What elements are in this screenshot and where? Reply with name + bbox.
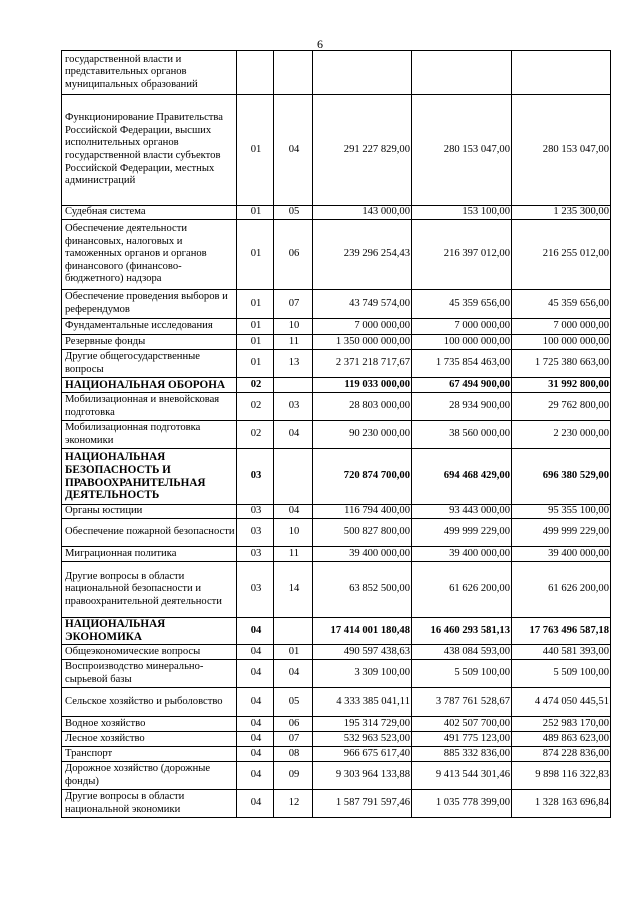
row-amount-year2: 93 443 000,00	[412, 505, 512, 519]
table-row	[62, 790, 611, 818]
row-amount-year3: 499 999 229,00	[512, 519, 611, 547]
row-amount-year2: 280 153 047,00	[412, 95, 512, 206]
row-name: Судебная система	[62, 206, 237, 220]
row-amount-year3: 45 359 656,00	[512, 290, 611, 319]
row-amount-year3: 9 898 116 322,83	[512, 762, 611, 790]
table-row	[62, 762, 611, 790]
row-name: Органы юстиции	[62, 505, 237, 519]
row-amount-year2	[412, 51, 512, 95]
table-row	[62, 220, 611, 290]
row-section-code: 03	[237, 519, 274, 547]
row-subsection-code: 04	[274, 660, 313, 688]
row-amount-year1	[313, 51, 412, 95]
row-name: Фундаментальные исследования	[62, 319, 237, 335]
table-row	[62, 660, 611, 688]
row-section-code: 04	[237, 688, 274, 717]
row-amount-year2: 28 934 900,00	[412, 393, 512, 421]
row-amount-year1: 4 333 385 041,11	[313, 688, 412, 717]
row-amount-year1: 3 309 100,00	[313, 660, 412, 688]
row-amount-year2: 38 560 000,00	[412, 421, 512, 449]
row-amount-year3: 252 983 170,00	[512, 717, 611, 732]
row-name: Другие вопросы в области национальной экономики	[62, 790, 237, 818]
row-subsection-code	[274, 51, 313, 95]
table-row	[62, 747, 611, 762]
row-amount-year2: 100 000 000,00	[412, 335, 512, 350]
table-row	[62, 421, 611, 449]
row-amount-year3: 489 863 623,00	[512, 732, 611, 747]
table-row	[62, 645, 611, 660]
table-row	[62, 688, 611, 717]
row-amount-year1: 490 597 438,63	[313, 645, 412, 660]
row-amount-year3: 1 725 380 663,00	[512, 350, 611, 378]
row-section-code: 01	[237, 290, 274, 319]
section-total-row	[62, 449, 611, 505]
row-section-code: 01	[237, 350, 274, 378]
row-subsection-code: 08	[274, 747, 313, 762]
row-subsection-code: 10	[274, 319, 313, 335]
row-amount-year3: 39 400 000,00	[512, 547, 611, 562]
row-name: Лесное хозяйство	[62, 732, 237, 747]
row-section-code: 01	[237, 335, 274, 350]
row-amount-year1: 43 749 574,00	[313, 290, 412, 319]
row-section-code: 04	[237, 732, 274, 747]
row-amount-year1: 116 794 400,00	[313, 505, 412, 519]
row-amount-year1: 1 350 000 000,00	[313, 335, 412, 350]
row-amount-year2: 216 397 012,00	[412, 220, 512, 290]
table-row	[62, 206, 611, 220]
row-subsection-code: 09	[274, 762, 313, 790]
budget-table	[61, 50, 611, 818]
row-amount-year1: 7 000 000,00	[313, 319, 412, 335]
row-amount-year1: 28 803 000,00	[313, 393, 412, 421]
row-amount-year3: 29 762 800,00	[512, 393, 611, 421]
row-subsection-code: 14	[274, 562, 313, 618]
row-amount-year3: 5 509 100,00	[512, 660, 611, 688]
row-amount-year3: 2 230 000,00	[512, 421, 611, 449]
row-name: Сельское хозяйство и рыболовство	[62, 688, 237, 717]
row-section-code: 04	[237, 762, 274, 790]
row-amount-year3: 100 000 000,00	[512, 335, 611, 350]
row-subsection-code: 10	[274, 519, 313, 547]
row-amount-year3: 1 235 300,00	[512, 206, 611, 220]
row-subsection-code	[274, 618, 313, 645]
row-amount-year2: 153 100,00	[412, 206, 512, 220]
row-section-code	[237, 51, 274, 95]
row-subsection-code: 04	[274, 421, 313, 449]
row-amount-year2: 1 735 854 463,00	[412, 350, 512, 378]
row-subsection-code	[274, 449, 313, 505]
row-name: Дорожное хозяйство (дорожные фонды)	[62, 762, 237, 790]
row-subsection-code: 01	[274, 645, 313, 660]
row-subsection-code: 07	[274, 732, 313, 747]
row-amount-year1: 39 400 000,00	[313, 547, 412, 562]
row-section-code: 02	[237, 378, 274, 393]
row-name: Обеспечение пожарной безопасности	[62, 519, 237, 547]
row-amount-year2: 694 468 429,00	[412, 449, 512, 505]
row-subsection-code: 11	[274, 547, 313, 562]
row-amount-year2: 16 460 293 581,13	[412, 618, 512, 645]
row-section-code: 03	[237, 562, 274, 618]
table-row	[62, 95, 611, 206]
row-name: НАЦИОНАЛЬНАЯ БЕЗОПАСНОСТЬ И ПРАВООХРАНИТЕЛЬНАЯ ДЕЯТЕЛЬНОСТЬ	[62, 449, 237, 505]
row-amount-year3: 874 228 836,00	[512, 747, 611, 762]
row-amount-year2: 1 035 778 399,00	[412, 790, 512, 818]
section-total-row	[62, 618, 611, 645]
row-name: Другие общегосударственные вопросы	[62, 350, 237, 378]
row-amount-year3: 31 992 800,00	[512, 378, 611, 393]
budget-table-body	[62, 51, 611, 818]
row-subsection-code: 03	[274, 393, 313, 421]
row-section-code: 03	[237, 449, 274, 505]
row-subsection-code: 06	[274, 220, 313, 290]
row-amount-year1: 966 675 617,40	[313, 747, 412, 762]
row-amount-year2: 402 507 700,00	[412, 717, 512, 732]
table-row	[62, 717, 611, 732]
row-amount-year2: 5 509 100,00	[412, 660, 512, 688]
row-section-code: 01	[237, 220, 274, 290]
row-section-code: 04	[237, 645, 274, 660]
table-row	[62, 393, 611, 421]
row-section-code: 02	[237, 393, 274, 421]
row-name: государственной власти и представительных органов муниципальных образований	[62, 51, 237, 95]
row-amount-year2: 491 775 123,00	[412, 732, 512, 747]
row-amount-year3: 95 355 100,00	[512, 505, 611, 519]
table-row	[62, 547, 611, 562]
table-row	[62, 732, 611, 747]
table-row	[62, 562, 611, 618]
row-name: Обеспечение деятельности финансовых, налоговых и таможенных органов и органов финансового (финансово-бюджетного) надзора	[62, 220, 237, 290]
row-subsection-code: 05	[274, 206, 313, 220]
row-amount-year2: 45 359 656,00	[412, 290, 512, 319]
row-amount-year1: 1 587 791 597,46	[313, 790, 412, 818]
row-subsection-code: 04	[274, 95, 313, 206]
row-section-code: 03	[237, 505, 274, 519]
row-amount-year2: 3 787 761 528,67	[412, 688, 512, 717]
row-name: НАЦИОНАЛЬНАЯ ОБОРОНА	[62, 378, 237, 393]
row-name: Обеспечение проведения выборов и референдумов	[62, 290, 237, 319]
row-amount-year2: 61 626 200,00	[412, 562, 512, 618]
table-row	[62, 505, 611, 519]
row-subsection-code: 04	[274, 505, 313, 519]
row-name: Мобилизационная подготовка экономики	[62, 421, 237, 449]
row-amount-year1: 90 230 000,00	[313, 421, 412, 449]
row-name: Водное хозяйство	[62, 717, 237, 732]
row-section-code: 01	[237, 206, 274, 220]
row-section-code: 04	[237, 618, 274, 645]
table-row	[62, 319, 611, 335]
row-name: Мобилизационная и вневойсковая подготовка	[62, 393, 237, 421]
row-amount-year1: 195 314 729,00	[313, 717, 412, 732]
row-amount-year3: 216 255 012,00	[512, 220, 611, 290]
row-subsection-code: 05	[274, 688, 313, 717]
row-amount-year2: 438 084 593,00	[412, 645, 512, 660]
row-amount-year3: 1 328 163 696,84	[512, 790, 611, 818]
row-amount-year3: 696 380 529,00	[512, 449, 611, 505]
row-subsection-code: 12	[274, 790, 313, 818]
row-amount-year2: 499 999 229,00	[412, 519, 512, 547]
section-total-row	[62, 378, 611, 393]
row-amount-year2: 885 332 836,00	[412, 747, 512, 762]
row-subsection-code	[274, 378, 313, 393]
row-amount-year1: 17 414 001 180,48	[313, 618, 412, 645]
row-section-code: 04	[237, 747, 274, 762]
table-row	[62, 350, 611, 378]
row-amount-year2: 39 400 000,00	[412, 547, 512, 562]
row-amount-year1: 291 227 829,00	[313, 95, 412, 206]
row-section-code: 04	[237, 790, 274, 818]
row-name: Другие вопросы в области национальной безопасности и правоохранительной деятельности	[62, 562, 237, 618]
row-name: Миграционная политика	[62, 547, 237, 562]
row-subsection-code: 06	[274, 717, 313, 732]
row-subsection-code: 07	[274, 290, 313, 319]
row-name: Функционирование Правительства Российской Федерации, высших исполнительных органов государственной власти субъектов Российской Федерации, местных администраций	[62, 95, 237, 206]
table-row	[62, 51, 611, 95]
row-name: Транспорт	[62, 747, 237, 762]
row-name: Общеэкономические вопросы	[62, 645, 237, 660]
row-section-code: 02	[237, 421, 274, 449]
row-amount-year2: 9 413 544 301,46	[412, 762, 512, 790]
row-section-code: 04	[237, 717, 274, 732]
row-name: Резервные фонды	[62, 335, 237, 350]
table-row	[62, 335, 611, 350]
table-row	[62, 290, 611, 319]
row-section-code: 03	[237, 547, 274, 562]
row-amount-year1: 532 963 523,00	[313, 732, 412, 747]
row-section-code: 01	[237, 319, 274, 335]
row-amount-year3	[512, 51, 611, 95]
row-amount-year1: 119 033 000,00	[313, 378, 412, 393]
row-amount-year1: 2 371 218 717,67	[313, 350, 412, 378]
row-subsection-code: 11	[274, 335, 313, 350]
row-amount-year1: 720 874 700,00	[313, 449, 412, 505]
row-subsection-code: 13	[274, 350, 313, 378]
row-amount-year3: 61 626 200,00	[512, 562, 611, 618]
row-name: Воспроизводство минерально-сырьевой базы	[62, 660, 237, 688]
row-amount-year1: 9 303 964 133,88	[313, 762, 412, 790]
row-amount-year3: 17 763 496 587,18	[512, 618, 611, 645]
row-amount-year2: 7 000 000,00	[412, 319, 512, 335]
row-amount-year1: 143 000,00	[313, 206, 412, 220]
row-section-code: 01	[237, 95, 274, 206]
row-amount-year3: 440 581 393,00	[512, 645, 611, 660]
row-amount-year2: 67 494 900,00	[412, 378, 512, 393]
row-amount-year3: 7 000 000,00	[512, 319, 611, 335]
row-amount-year3: 4 474 050 445,51	[512, 688, 611, 717]
table-row	[62, 519, 611, 547]
row-amount-year1: 63 852 500,00	[313, 562, 412, 618]
row-amount-year1: 500 827 800,00	[313, 519, 412, 547]
row-section-code: 04	[237, 660, 274, 688]
row-amount-year1: 239 296 254,43	[313, 220, 412, 290]
page-number: 6	[317, 37, 323, 51]
row-amount-year3: 280 153 047,00	[512, 95, 611, 206]
row-name: НАЦИОНАЛЬНАЯ ЭКОНОМИКА	[62, 618, 237, 645]
